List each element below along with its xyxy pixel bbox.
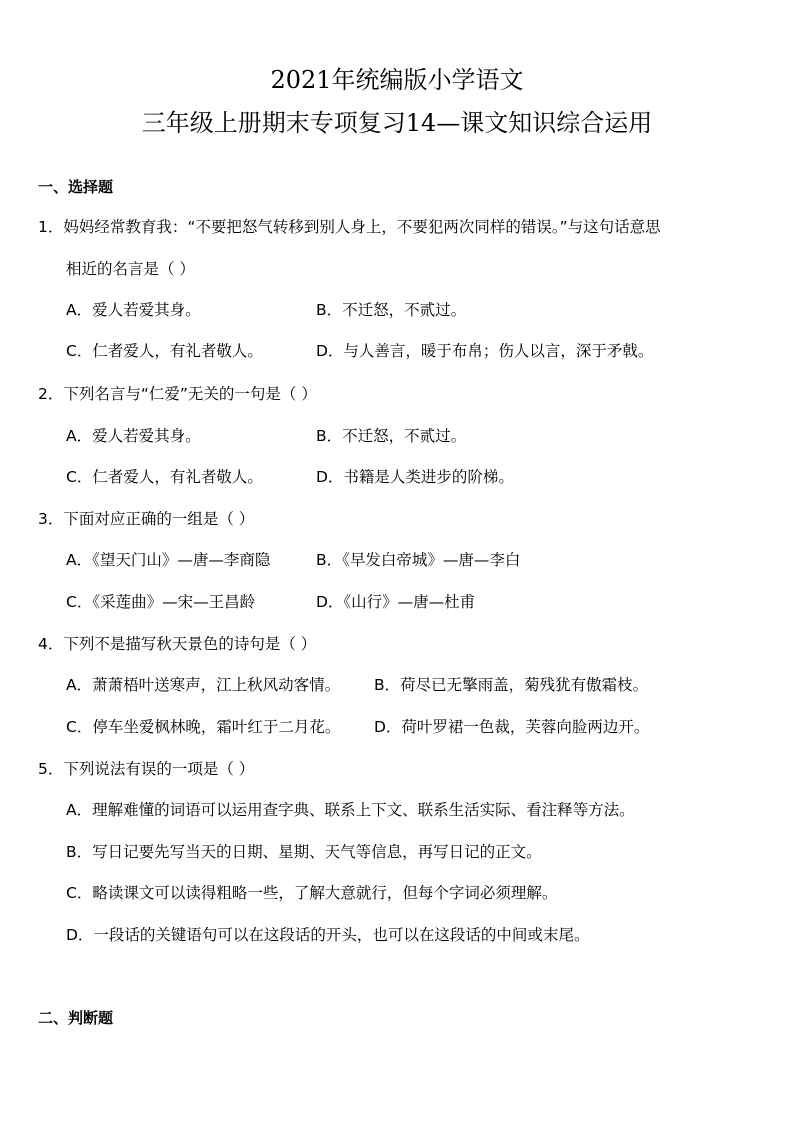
question-3-option-c: C．《采莲曲》—宋—王昌龄 (66, 593, 256, 611)
question-2-option-c: C．仁者爱人，有礼者敬人。 (66, 468, 263, 486)
question-4-stem: 4．下列不是描写秋天景色的诗句是（ ） (38, 635, 317, 653)
question-4-option-b: B．荷尽已无擎雨盖，菊残犹有傲霜枝。 (374, 676, 649, 694)
title-line-1: 2021年统编版小学语文 (270, 66, 524, 94)
question-2-option-b: B．不迁怒，不贰过。 (316, 427, 467, 445)
question-3-option-d: D．《山行》—唐—杜甫 (316, 593, 476, 611)
question-4-option-c: C．停车坐爱枫林晚，霜叶红于二月花。 (66, 718, 341, 736)
section-heading-judge: 二、判断题 (38, 1009, 114, 1027)
question-1-option-b: B．不迁怒，不贰过。 (316, 301, 467, 319)
question-5-option-b: B．写日记要先写当天的日期、星期、天气等信息，再写日记的正文。 (66, 843, 542, 861)
question-3-stem: 3．下面对应正确的一组是（ ） (38, 510, 255, 528)
question-5-option-a: A．理解难懂的词语可以运用查字典、联系上下文、联系生活实际、看注释等方法。 (66, 801, 635, 819)
section-heading-choice: 一、选择题 (38, 178, 114, 196)
question-3-option-a: A．《望天门山》—唐—李商隐 (66, 551, 271, 569)
question-4-option-d: D．荷叶罗裙一色裁，芙蓉向脸两边开。 (374, 718, 650, 736)
question-2-stem: 2．下列名言与“仁爱”无关的一句是（ ） (38, 385, 317, 403)
question-5-option-c: C．略读课文可以读得粗略一些，了解大意就行，但每个字词必须理解。 (66, 884, 558, 902)
question-1-option-a: A．爱人若爱其身。 (66, 301, 201, 319)
question-1-option-c: C．仁者爱人，有礼者敬人。 (66, 342, 263, 360)
question-1-stem: 1．妈妈经常教育我：“不要把怒气转移到别人身上，不要犯两次同样的错误。”与这句话意思 (38, 218, 661, 236)
title-line-2: 三年级上册期末专项复习14—课文知识综合运用 (141, 109, 653, 137)
question-2-option-a: A．爱人若爱其身。 (66, 427, 201, 445)
question-2-option-d: D．书籍是人类进步的阶梯。 (316, 468, 514, 486)
question-5-option-d: D．一段话的关键语句可以在这段话的开头，也可以在这段话的中间或末尾。 (66, 926, 590, 944)
question-3-option-b: B．《早发白帝城》—唐—李白 (316, 551, 521, 569)
question-1-option-d: D．与人善言，暖于布帛；伤人以言，深于矛戟。 (316, 342, 654, 360)
question-1-stem-continued: 相近的名言是（ ） (66, 260, 195, 278)
question-4-option-a: A．萧萧梧叶送寒声，江上秋风动客情。 (66, 676, 341, 694)
question-5-stem: 5．下列说法有误的一项是（ ） (38, 760, 255, 778)
